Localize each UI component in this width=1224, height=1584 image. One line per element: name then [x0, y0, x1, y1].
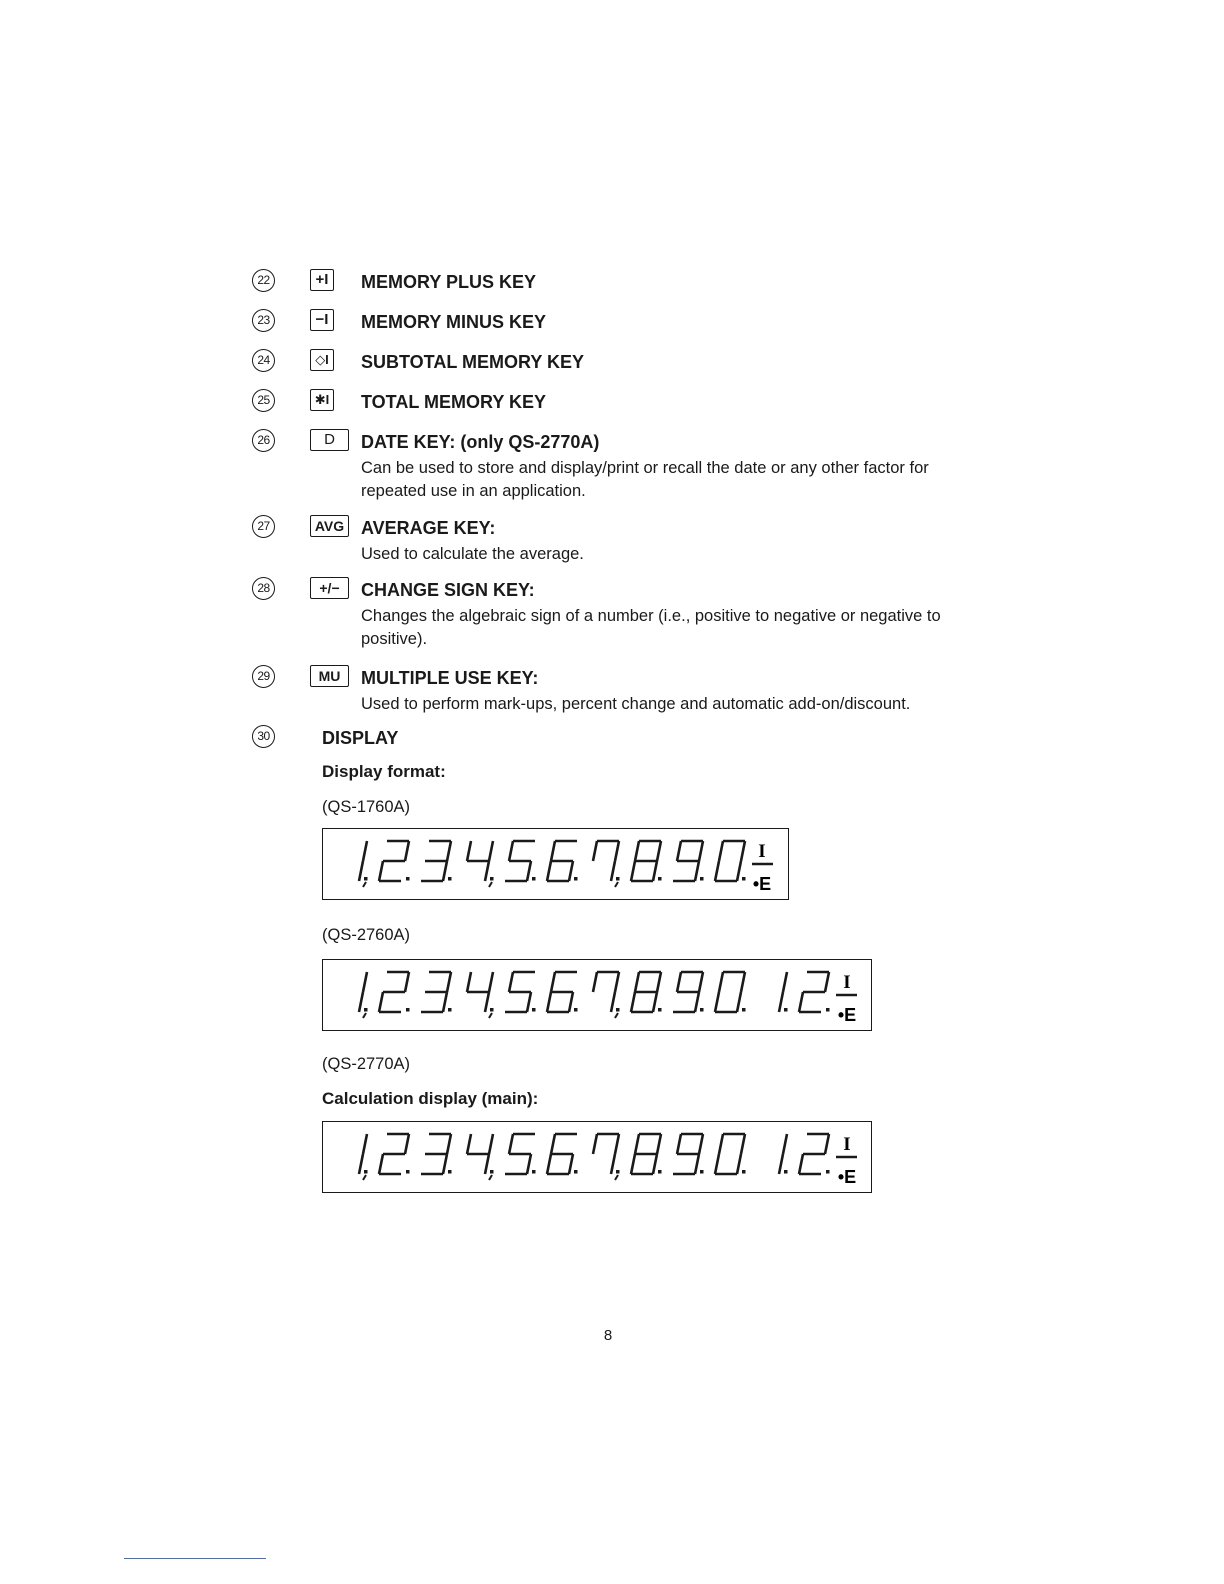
lcd-digits	[323, 1122, 871, 1192]
memory-plus-key-icon: +I	[310, 269, 334, 291]
lcd-digit	[799, 1134, 830, 1174]
entry-title: TOTAL MEMORY KEY	[361, 392, 547, 412]
lcd-digit	[715, 1134, 746, 1174]
lcd-digit	[421, 1134, 452, 1174]
lcd-digit	[467, 841, 494, 887]
lcd-digit	[673, 1134, 704, 1174]
item-number: 28	[252, 577, 275, 600]
lcd-digit	[421, 841, 452, 881]
lcd-digit	[715, 972, 746, 1012]
page-number: 8	[603, 1327, 613, 1344]
lcd-digit	[359, 1134, 368, 1180]
lcd-digit	[379, 972, 410, 1012]
entry-title: MULTIPLE USE KEY:	[361, 668, 539, 688]
lcd-digit	[779, 1134, 788, 1174]
lcd-digit	[673, 841, 704, 881]
average-key-icon: AVG	[310, 515, 349, 537]
item-number: 30	[252, 725, 275, 748]
lcd-digit	[547, 972, 578, 1012]
display-format-label: Display format:	[322, 762, 446, 781]
lcd-digit	[673, 972, 704, 1012]
lcd-indicator-i: I	[758, 841, 766, 862]
lcd-indicator-i: I	[843, 1134, 851, 1155]
lcd-indicator-e: •E	[752, 874, 772, 894]
lcd-indicator-e: •E	[837, 1005, 857, 1025]
item-number: 26	[252, 429, 275, 452]
lcd-digit	[505, 841, 536, 881]
lcd-digit	[779, 972, 788, 1012]
entry-title: MEMORY MINUS KEY	[361, 312, 547, 332]
entry-description: Changes the algebraic sign of a number (i.e., positive to negative or negative to positive).	[361, 607, 941, 648]
lcd-digit	[505, 1134, 536, 1174]
lcd-display-qs1760a	[322, 828, 789, 900]
lcd-digit	[359, 972, 368, 1018]
date-key-icon: D	[310, 429, 349, 451]
lcd-indicator-i: I	[843, 972, 851, 993]
entry-title: SUBTOTAL MEMORY KEY	[361, 352, 585, 372]
calculation-display-label: Calculation display (main):	[322, 1089, 539, 1108]
lcd-digit	[379, 841, 410, 881]
multiple-use-key-icon: MU	[310, 665, 349, 687]
item-number: 23	[252, 309, 275, 332]
model-label-qs2760a: (QS-2760A)	[322, 926, 411, 944]
lcd-digit	[593, 972, 620, 1018]
entry-description: Used to perform mark-ups, percent change and automatic add-on/discount.	[361, 695, 911, 713]
lcd-digit	[359, 841, 368, 887]
item-number: 24	[252, 349, 275, 372]
entry-description: Used to calculate the average.	[361, 545, 584, 563]
model-label-qs2770a: (QS-2770A)	[322, 1055, 411, 1073]
subtotal-memory-key-icon: ◇I	[310, 349, 334, 371]
lcd-digit	[799, 972, 830, 1012]
lcd-digit	[467, 1134, 494, 1180]
lcd-digit	[505, 972, 536, 1012]
entry-title: MEMORY PLUS KEY	[361, 272, 537, 292]
change-sign-key-icon: +/−	[310, 577, 349, 599]
lcd-digit	[547, 841, 578, 881]
lcd-indicator-e: •E	[837, 1167, 857, 1187]
lcd-digits	[323, 829, 788, 899]
lcd-digit	[631, 841, 662, 881]
footer-rule	[124, 1558, 266, 1559]
display-title: DISPLAY	[322, 728, 399, 748]
lcd-digit	[715, 841, 746, 881]
lcd-display-qs2760a	[322, 959, 872, 1031]
lcd-digit	[547, 1134, 578, 1174]
lcd-display-qs2770a	[322, 1121, 872, 1193]
item-number: 27	[252, 515, 275, 538]
model-label-qs1760a: (QS-1760A)	[322, 798, 411, 816]
lcd-digit	[593, 841, 620, 887]
lcd-digit	[593, 1134, 620, 1180]
memory-minus-key-icon: −I	[310, 309, 334, 331]
lcd-digit	[421, 972, 452, 1012]
lcd-digit	[379, 1134, 410, 1174]
item-number: 29	[252, 665, 275, 688]
entry-description: Can be used to store and display/print or recall the date or any other factor for repeated use in an application.	[361, 459, 929, 500]
lcd-digit	[631, 972, 662, 1012]
lcd-digit	[467, 972, 494, 1018]
item-number: 25	[252, 389, 275, 412]
entry-title: AVERAGE KEY:	[361, 518, 496, 538]
entry-title: DATE KEY: (only QS-2770A)	[361, 432, 600, 452]
item-number: 22	[252, 269, 275, 292]
entry-title: CHANGE SIGN KEY:	[361, 580, 535, 600]
lcd-digits	[323, 960, 871, 1030]
total-memory-key-icon: ✱I	[310, 389, 334, 411]
lcd-digit	[631, 1134, 662, 1174]
